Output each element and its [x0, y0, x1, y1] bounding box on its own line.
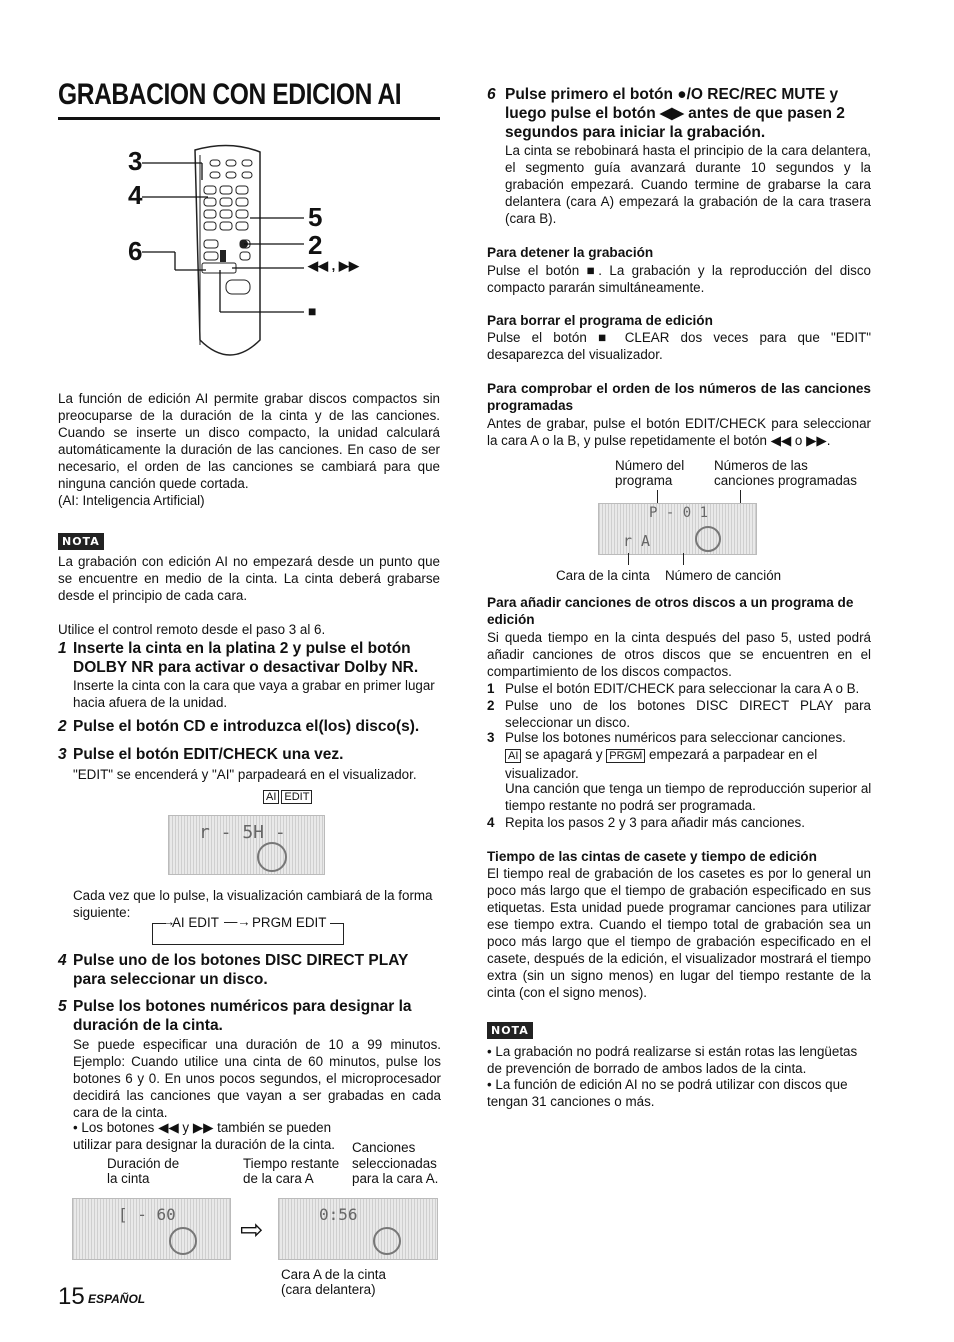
time-text: El tiempo real de grabación de los casetes es por lo general un poco más largo que el tiempo de grabación especificado en sus etiquetas. Esta unidad puede programar canciones para utilizar ese tiempo extra. Cuando el tiempo total de grabación sea un poco más largo que el tiempo de grabación especificado en el casete, después de la edición, el visualizador mostrará el tiempo extra (sin un signo menos) en lugar del tiempo restante de la cinta (con el signo menos).	[487, 866, 871, 1000]
lcd-duration	[72, 1198, 231, 1260]
add3-b: empezará a parpadear en el visualizador.	[505, 747, 818, 781]
fig-num-prog: Número del	[615, 458, 685, 473]
add-heading: Para añadir canciones de otros discos a un programa de edición	[487, 595, 854, 627]
display-figure-edit	[168, 790, 328, 880]
step-6-number: 6	[487, 86, 496, 103]
label-seleccionadas: seleccionadas	[352, 1156, 437, 1171]
add3-a: se apagará y	[525, 747, 603, 762]
step-3-title: Pulse el botón EDIT/CHECK una vez.	[73, 746, 344, 763]
cycle-prgm-edit: PRGM EDIT	[252, 915, 327, 930]
ai-indicator-box: AI	[505, 749, 521, 763]
nota-text: La grabación con edición AI no empezará desde un punto que se encuentre en medio de la cinta. La cinta deberá grabarse desde el principio de cada cara.	[58, 554, 440, 603]
step-5-bullet: • Los botones ◀◀ y ▶▶ también se pueden utilizar para designar la duración de la cinta.	[73, 1120, 336, 1152]
intro-ai-note: (AI: Inteligencia Artificial)	[58, 493, 205, 508]
lcd-panel	[168, 815, 325, 875]
add-step-4-num: 4	[487, 815, 495, 830]
lcd-check-seg: P - 0 1	[649, 505, 709, 521]
step-6-text: La cinta se rebobinará hasta el principio de la cara delantera, el segmento guía avanzará durante 10 segundos y la grabación empezará. Cuando termine de grabarse la cara delantera (cara A) empezará la grabación de la cara trasera (cara B).	[505, 143, 871, 226]
lcd-remaining-seg: 0:56	[319, 1205, 358, 1224]
callout-2: 2	[308, 230, 323, 260]
disc-icon	[695, 526, 721, 552]
language-label: ESPAÑOL	[88, 1292, 146, 1306]
step-3-text: "EDIT" se encenderá y "AI" parpadeará en el visualizador.	[73, 767, 417, 782]
cycle-ai-edit: AI EDIT	[172, 915, 219, 930]
callout-4: 4	[128, 180, 143, 210]
step-2-title: Pulse el botón CD e introduzca el(los) disco(s).	[73, 718, 420, 735]
cycle-intro: Cada vez que lo pulse, la visualización cambiará de la forma siguiente:	[73, 888, 433, 920]
step-4-title: Pulse uno de los botones DISC DIRECT PLAY para seleccionar un disco.	[73, 952, 409, 988]
callout-3: 3	[128, 146, 143, 176]
label-duracion: Duración de	[107, 1156, 180, 1171]
add-step-1-text: Pulse el botón EDIT/CHECK para seleccionar la cara A o B.	[505, 681, 860, 696]
label-tiempo-2: de la cara A	[243, 1171, 314, 1186]
nota-bullet-1: • La grabación no podrá realizarse si están rotas las lengüetas de prevención de borrado de ambos lados de la cinta.	[487, 1044, 858, 1076]
label-tiempo: Tiempo restante	[243, 1156, 340, 1171]
cycle-diagram: → AI EDIT —→ PRGM EDIT	[152, 914, 347, 946]
lcd-check-seg-2: r A	[623, 532, 651, 550]
title-rule	[58, 117, 440, 120]
add-step-2-text: Pulse uno de los botones DISC DIRECT PLAY para seleccionar un disco.	[505, 698, 871, 730]
clear-text: Pulse el botón ■ CLEAR dos veces para que "EDIT" desaparezca del visualizador.	[487, 330, 871, 362]
label-duracion-2: la cinta	[107, 1171, 150, 1186]
callout-ff-rew: ◀◀ , ▶▶	[308, 258, 359, 273]
step-3-number: 3	[58, 746, 67, 763]
add-step-2-num: 2	[487, 698, 495, 713]
time-heading: Tiempo de las cintas de casete y tiempo de edición	[487, 849, 817, 864]
nota-badge: NOTA	[58, 533, 104, 550]
step-1-text: Inserte la cinta con la cara que vaya a grabar en primer lugar hacia afuera de la unidad.	[73, 678, 435, 710]
fig-pointer-line	[657, 490, 658, 504]
page-number: 15	[58, 1283, 85, 1310]
stop-heading: Para detener la grabación	[487, 245, 654, 260]
step-6-title: Pulse primero el botón ●/O REC/REC MUTE y luego pulse el botón ◀▶ antes de que pasen 2 segundos para iniciar la grabación.	[505, 86, 845, 141]
label-canciones: Canciones	[352, 1140, 416, 1155]
stop-text: Pulse el botón ■. La grabación y la reproducción del disco compacto pararán simultáneamente.	[487, 263, 871, 295]
fig-num-prog-2: programa	[615, 473, 673, 488]
callout-5: 5	[308, 202, 323, 232]
nota-bullet-2: • La función de edición AI no se podrá utilizar con discos que tengan 31 canciones o más.	[487, 1077, 848, 1109]
add-step-1-num: 1	[487, 681, 495, 696]
disc-icon	[257, 842, 287, 872]
lcd-segment-text: r - 5H -	[199, 822, 286, 843]
caption-cara-delantera: (cara delantera)	[281, 1282, 376, 1297]
add-step-3-text: Pulse los botones numéricos para seleccionar canciones.	[505, 730, 846, 745]
prgm-indicator-box: PRGM	[606, 749, 645, 763]
callout-6: 6	[128, 236, 143, 266]
add-step-3-num: 3	[487, 730, 495, 745]
fig-nums: Números de las	[714, 458, 808, 473]
fig-numcan: Número de canción	[665, 568, 782, 583]
edit-indicator: EDIT	[281, 790, 312, 804]
add-text: Si queda tiempo en la cinta después del paso 5, usted podrá añadir canciones de otros discos que se encuentren en el compartimiento de los discos compactos.	[487, 630, 871, 679]
nota-badge-2: NOTA	[487, 1022, 533, 1039]
ai-indicator: AI	[263, 790, 279, 804]
step-5-title: Pulse los botones numéricos para designar la duración de la cinta.	[73, 998, 412, 1034]
remote-control-icon	[120, 140, 380, 370]
page-title: GRABACION CON EDICION AI	[58, 78, 402, 111]
fig-pointer-line	[628, 553, 629, 565]
check-text: Antes de grabar, pulse el botón EDIT/CHECK para seleccionar la cara A o la B, y pulse repetidamente el botón ◀◀ o ▶▶.	[487, 416, 871, 448]
clear-heading: Para borrar el programa de edición	[487, 313, 713, 328]
step-1-title: Inserte la cinta en la platina 2 y pulse el botón DOLBY NR para activar o desactivar Dolby NR.	[73, 640, 419, 676]
label-seleccionadas-2: para la cara A.	[352, 1171, 439, 1186]
add-step-4-text: Repita los pasos 2 y 3 para añadir más canciones.	[505, 815, 805, 830]
step-5-number: 5	[58, 998, 67, 1015]
disc-icon	[373, 1227, 401, 1255]
step-1-number: 1	[58, 640, 67, 657]
add3-c: Una canción que tenga un tiempo de reproducción superior al tiempo restante no podrá ser programada.	[505, 781, 872, 813]
lcd-duration-seg: [ - 60	[118, 1205, 176, 1224]
caption-cara-a: Cara A de la cinta	[281, 1267, 386, 1282]
check-heading: Para comprobar el orden de los números de las canciones programadas	[487, 381, 871, 413]
fig-pointer-line	[740, 490, 741, 504]
fig-cara: Cara de la cinta	[556, 568, 650, 583]
step-2-number: 2	[58, 718, 67, 735]
callout-stop: ■	[308, 303, 317, 319]
add-step-3-line	[505, 746, 873, 782]
step-4-number: 4	[58, 952, 67, 969]
fig-nums-2: canciones programadas	[714, 473, 857, 488]
disc-icon	[169, 1227, 197, 1255]
lcd-remaining	[278, 1198, 438, 1260]
arrow-right-icon: ⇨	[240, 1214, 264, 1245]
remote-illustration	[120, 140, 380, 370]
fig-pointer-line	[683, 553, 684, 565]
intro-text: La función de edición AI permite grabar discos compactos sin preocuparse de la duración de la cinta y de las canciones. Cuando se inserte un disco compacto, la unidad calculará automáticamente la duración de las canciones. En caso de ser necesario, el orden de las canciones se cambiará para que ninguna canción quede cortada.	[58, 391, 440, 491]
step-5-text: Se puede especificar una duración de 10 a 99 minutos. Ejemplo: Cuando utilice una cinta de 60 minutos, pulse los botones 6 y 0. En unos pocos segundos, el microprocesador decidirá las canciones que vayan a ser grabadas en cada cara de la cinta.	[73, 1037, 441, 1120]
lcd-check	[598, 503, 757, 555]
use-remote-text: Utilice el control remoto desde el paso 3 al 6.	[58, 622, 326, 637]
